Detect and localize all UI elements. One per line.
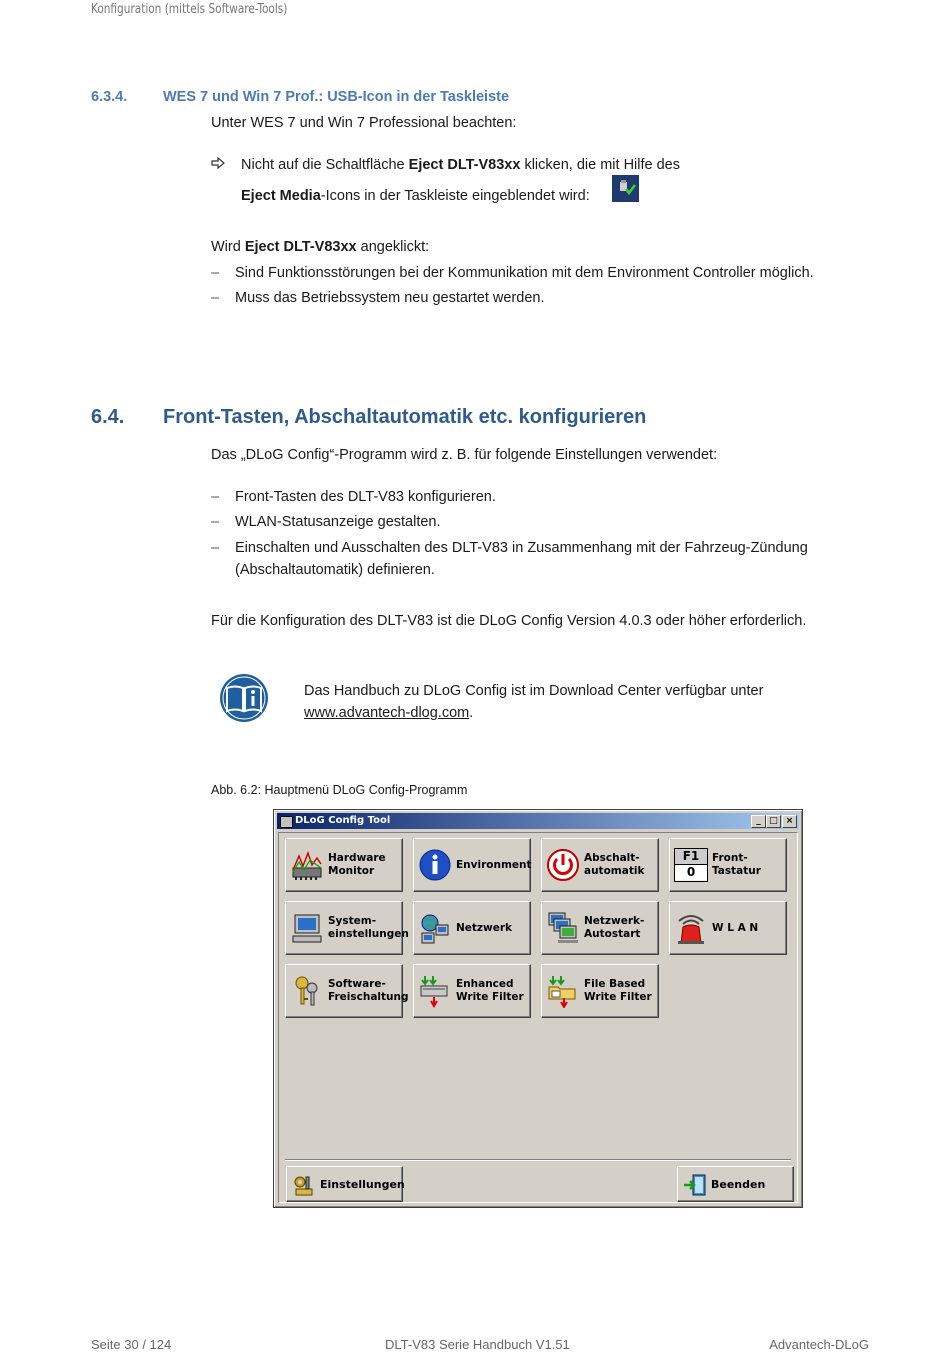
tile-label: File Based Write Filter (584, 978, 652, 1003)
network-icon (418, 911, 452, 945)
systemeinstellungen-button[interactable] (285, 901, 409, 955)
file-write-filter-icon (546, 974, 580, 1008)
manual-info-icon (219, 673, 269, 723)
tile-label: Netzwerk (456, 921, 513, 934)
tile-label: Front- Tastatur (712, 852, 761, 877)
network-autostart-icon (546, 911, 580, 945)
info-link-line: www.advantech-dlog.com. (304, 705, 474, 721)
hardware-monitor-icon (290, 848, 324, 882)
list-item: – (211, 265, 220, 281)
environment-button[interactable] (413, 838, 531, 892)
section-title-634: WES 7 und Win 7 Prof.: USB-Icon in der Taskleiste (163, 89, 510, 105)
window-title: DLoG Config Tool (295, 815, 391, 826)
window-separator (285, 1159, 791, 1161)
dlog-config-window (273, 809, 803, 1208)
list-item: – (211, 514, 220, 530)
consequence-2: Muss das Betriebssystem neu gestartet werden. (235, 290, 545, 306)
item-einschalten-cont: (Abschaltautomatik) definieren. (235, 562, 435, 578)
settings-tools-icon (292, 1173, 316, 1197)
eject-media-icon (612, 175, 639, 202)
info-text: Das Handbuch zu DLoG Config ist im Download Center verfügbar unter (304, 683, 764, 699)
wlan-button[interactable] (669, 901, 787, 955)
tile-label: Software- Freischaltung (328, 978, 409, 1003)
item-einschalten: Einschalten und Ausschalten des DLT-V83 in Zusammenhang mit der Fahrzeug-Zündung (235, 540, 808, 556)
section-number-64: 6.4. (91, 406, 125, 428)
section-title-64: Front-Tasten, Abschaltautomatik etc. konfigurieren (163, 406, 647, 428)
info-icon (418, 848, 452, 882)
keys-icon (290, 974, 324, 1008)
list-item: – (211, 489, 220, 505)
front-tastatur-button[interactable] (669, 838, 787, 892)
intro-634: Unter WES 7 und Win 7 Professional beachten: (211, 115, 517, 131)
enhanced-write-filter-button[interactable] (413, 964, 531, 1018)
list-item: – (211, 290, 220, 306)
if-clicked-line: Wird Eject DLT-V83xx angeklickt: (211, 239, 430, 255)
tile-label: Abschalt- automatik (584, 852, 645, 877)
window-titlebar[interactable] (277, 813, 799, 829)
netzwerk-autostart-button[interactable] (541, 901, 659, 955)
einstellungen-button[interactable] (286, 1166, 403, 1202)
enhanced-write-filter-icon (418, 974, 452, 1008)
figure-caption: Abb. 6.2: Hauptmenü DLoG Config-Programm (211, 783, 468, 797)
file-based-write-filter-button[interactable] (541, 964, 659, 1018)
requirement-text: Für die Konfiguration des DLT-V83 ist die DLoG Config Version 4.0.3 oder höher erforderlich. (211, 613, 807, 629)
maximize-icon[interactable]: □ (766, 815, 781, 828)
hardware-monitor-button[interactable] (285, 838, 403, 892)
abschaltautomatik-button[interactable] (541, 838, 659, 892)
running-header: Konfiguration (mittels Software-Tools) (91, 2, 288, 17)
consequence-1: Sind Funktionsstörungen bei der Kommunikation mit dem Environment Controller möglich. (235, 265, 814, 281)
beenden-label: Beenden (711, 1177, 766, 1191)
exit-door-icon (683, 1173, 707, 1197)
list-item: – (211, 540, 220, 556)
footer-title: DLT-V83 Serie Handbuch V1.51 (385, 1337, 570, 1352)
note-line-2: Eject Media-Icons in der Taskleiste eingeblendet wird: (241, 188, 590, 204)
footer-company: Advantech-DLoG (769, 1337, 869, 1352)
software-freischaltung-button[interactable] (285, 964, 409, 1018)
f1-key-icon: F1 0 (674, 848, 708, 882)
item-wlan: WLAN-Statusanzeige gestalten. (235, 514, 441, 530)
tile-label: System- einstellungen (328, 915, 409, 940)
wlan-icon (674, 911, 708, 945)
tile-label: Enhanced Write Filter (456, 978, 524, 1003)
note-line-1: Nicht auf die Schaltfläche Eject DLT-V83xx klicken, die mit Hilfe des (241, 157, 680, 173)
power-icon (546, 848, 580, 882)
tile-label: Netzwerk- Autostart (584, 915, 645, 940)
beenden-button[interactable] (677, 1166, 794, 1202)
computer-icon (290, 911, 324, 945)
app-icon (280, 816, 293, 828)
tile-label: W L A N (712, 921, 759, 934)
download-center-link[interactable]: www.advantech-dlog.com (304, 705, 470, 721)
item-front-tasten: Front-Tasten des DLT-V83 konfigurieren. (235, 489, 496, 505)
minimize-icon[interactable]: _ (751, 815, 766, 828)
netzwerk-button[interactable] (413, 901, 531, 955)
window-client-area (278, 832, 798, 1203)
tile-label: Environment (456, 858, 532, 871)
einstellungen-label: Einstellungen (320, 1177, 405, 1191)
section-number-634: 6.3.4. (91, 89, 128, 105)
footer-page: Seite 30 / 124 (91, 1337, 172, 1352)
intro-64: Das „DLoG Config“-Programm wird z. B. für folgende Einstellungen verwendet: (211, 447, 718, 463)
arrow-icon (211, 156, 225, 174)
tile-label: Hardware Monitor (328, 852, 386, 877)
close-icon[interactable]: × (782, 815, 797, 828)
